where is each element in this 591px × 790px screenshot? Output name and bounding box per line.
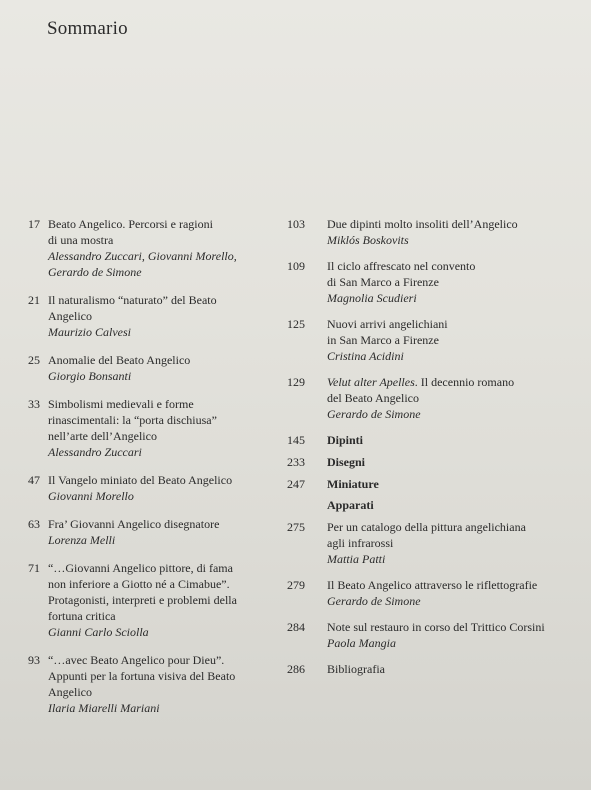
toc-entry-title-line <box>327 332 571 348</box>
toc-page-number: 109 <box>287 259 305 273</box>
toc-entry-body <box>48 516 277 548</box>
toc-entry-title-line <box>48 352 277 368</box>
toc-entry-author: Alessandro Zuccari <box>48 445 142 459</box>
toc-entry-title-line <box>327 619 571 635</box>
toc-entry <box>12 292 277 340</box>
toc-entry <box>12 352 277 384</box>
toc-entry-title-text: di San Marco a Firenze <box>327 275 439 289</box>
toc-entry <box>12 216 277 280</box>
toc-entry-title-text: Appunti per la fortuna visiva del Beato <box>48 669 236 683</box>
toc-entry-title-text: Note sul restauro in corso del Trittico Corsini <box>327 620 545 634</box>
toc-entry-title-text: Anomalie del Beato Angelico <box>48 353 191 367</box>
apparati-heading: Apparati <box>327 498 374 512</box>
toc-entry-author: Ilaria Miarelli Mariani <box>48 701 160 715</box>
toc-entry-title-text: Simbolismi medievali e forme <box>48 397 194 411</box>
toc-page-number: 129 <box>287 375 305 389</box>
toc-entry-body <box>48 352 277 384</box>
toc-page-number: 103 <box>287 217 305 231</box>
toc-page-number: 63 <box>28 517 40 531</box>
toc-page-number: 125 <box>287 317 305 331</box>
toc-entry-body <box>327 619 571 651</box>
toc-entry-title-text: Bibliografia <box>327 662 385 676</box>
toc-page-number: 286 <box>287 662 305 676</box>
toc-entry-title-text: non inferiore a Giotto né a Cimabue”. <box>48 577 230 591</box>
toc-entry-body <box>48 292 277 340</box>
toc-entry <box>281 216 571 248</box>
toc-entry-title-text: Beato Angelico. Percorsi e ragioni <box>48 217 213 231</box>
toc-page-number: 25 <box>28 353 40 367</box>
toc-section-label: Miniature <box>327 477 379 491</box>
toc-entry-author: Miklós Boskovits <box>327 233 409 247</box>
toc-entry-title-text: Due dipinti molto insoliti dell’Angelico <box>327 217 518 231</box>
toc-entry-title-line <box>48 396 277 412</box>
toc-page-number: 279 <box>287 578 305 592</box>
toc-entry-author: Maurizio Calvesi <box>48 325 131 339</box>
toc-entry-body <box>48 652 277 716</box>
toc-entry-title-text: fortuna critica <box>48 609 116 623</box>
toc-entry-title-text: Protagonisti, interpreti e problemi della <box>48 593 237 607</box>
toc-entry-title-line <box>48 652 277 668</box>
toc-entry-body <box>327 216 571 248</box>
toc-entry-title-text: Il Vangelo miniato del Beato Angelico <box>48 473 233 487</box>
toc-page-number: 17 <box>28 217 40 231</box>
toc-entry <box>281 519 571 567</box>
toc-entry-title-text: rinascimentali: la “porta dischiusa” <box>48 413 217 427</box>
toc-entry-author: Cristina Acidini <box>327 349 404 363</box>
toc-page-number: 47 <box>28 473 40 487</box>
toc-entry-title-text: in San Marco a Firenze <box>327 333 439 347</box>
toc-entry-title-text: Angelico <box>48 685 92 699</box>
toc-entry-title-text: “…avec Beato Angelico pour Dieu”. <box>48 653 225 667</box>
toc-page-number: 233 <box>287 455 305 469</box>
toc-entry-body <box>327 454 571 470</box>
toc-page-number: 284 <box>287 620 305 634</box>
toc-section-entry <box>281 432 571 448</box>
toc-entry <box>281 577 571 609</box>
toc-entry-title-line <box>48 308 277 324</box>
toc-entry-body <box>327 519 571 567</box>
toc-entry-title-text: agli infrarossi <box>327 536 394 550</box>
toc-entry-author: Alessandro Zuccari, Giovanni Morello, <box>48 249 237 263</box>
toc-section-entry <box>281 454 571 470</box>
toc-section-label: Disegni <box>327 455 366 469</box>
toc-entry-title-line <box>48 516 277 532</box>
toc-entry-title-text: Per un catalogo della pittura angelichiana <box>327 520 526 534</box>
toc-entry-author: Gerardo de Simone <box>327 407 421 421</box>
toc-page-number: 21 <box>28 293 40 307</box>
toc-entry-author: Gerardo de Simone <box>327 594 421 608</box>
toc-entry-title-italic: Velut alter Apelles <box>327 375 415 389</box>
toc-entry-title-line <box>327 374 571 390</box>
toc-entry <box>12 396 277 460</box>
toc-entry-title-line <box>48 232 277 248</box>
toc-entry <box>281 619 571 651</box>
toc-entry-author: Giorgio Bonsanti <box>48 369 132 383</box>
toc-entry <box>12 472 277 504</box>
toc-entry-author: Giovanni Morello <box>48 489 134 503</box>
toc-entry-body <box>327 374 571 422</box>
toc-entry-title-line <box>327 535 571 551</box>
toc-entry-title-line <box>327 316 571 332</box>
toc-entry-author: Gianni Carlo Sciolla <box>48 625 149 639</box>
toc-entry-body <box>48 396 277 460</box>
toc-entry-title-line <box>48 668 277 684</box>
toc-entry-body <box>327 476 571 492</box>
toc-section-entry <box>281 476 571 492</box>
toc-entry <box>281 374 571 422</box>
toc-entry-title-text: Il Beato Angelico attraverso le riflettografie <box>327 578 538 592</box>
toc-entry-body <box>327 258 571 306</box>
toc-entry <box>12 652 277 716</box>
toc-entry-title-text: “…Giovanni Angelico pittore, di fama <box>48 561 233 575</box>
toc-section-label: Dipinti <box>327 433 364 447</box>
toc-entry <box>12 516 277 548</box>
toc-entry <box>281 316 571 364</box>
page-title: Sommario <box>47 18 128 39</box>
toc-entry-title-line <box>327 661 571 677</box>
toc-entry-title-line <box>48 472 277 488</box>
toc-entry-title-line <box>48 292 277 308</box>
toc-entry-title-line <box>327 216 571 232</box>
toc-entry <box>12 560 277 640</box>
toc-entry-body <box>327 316 571 364</box>
toc-entry-author: Magnolia Scudieri <box>327 291 417 305</box>
toc-entry-title-line <box>327 519 571 535</box>
toc-entry-title-line <box>48 592 277 608</box>
toc-entry-author: Paola Mangia <box>327 636 396 650</box>
toc-entry-title-text: Il ciclo affrescato nel convento <box>327 259 476 273</box>
toc-entry-body <box>327 661 571 677</box>
toc-entry <box>281 661 571 677</box>
toc-entry-author: Lorenza Melli <box>48 533 116 547</box>
toc-entry-author: Gerardo de Simone <box>48 265 142 279</box>
toc-entry-author: Mattia Patti <box>327 552 386 566</box>
toc-entry-title-text: nell’arte dell’Angelico <box>48 429 157 443</box>
toc-entry-title-text: Angelico <box>48 309 92 323</box>
toc-entry-title-text: di una mostra <box>48 233 114 247</box>
toc-entry-title-text: Fra’ Giovanni Angelico disegnatore <box>48 517 220 531</box>
toc-entry-title-text: Nuovi arrivi angelichiani <box>327 317 448 331</box>
toc-page-number: 275 <box>287 520 305 534</box>
toc-entry-title-text: del Beato Angelico <box>327 391 419 405</box>
toc-entry-body <box>327 432 571 448</box>
toc-entry <box>281 258 571 306</box>
toc-entry-body <box>48 472 277 504</box>
toc-entry-title-line <box>48 412 277 428</box>
toc-page-number: 247 <box>287 477 305 491</box>
toc-entry-title-text: . Il decennio romano <box>414 375 515 389</box>
toc-entry-body <box>48 560 277 640</box>
toc-entry-title-line <box>327 274 571 290</box>
toc-page-number: 33 <box>28 397 40 411</box>
toc-entry-title-line <box>327 258 571 274</box>
toc-page-number: 145 <box>287 433 305 447</box>
toc-entry-title-line <box>48 684 277 700</box>
toc-right-column <box>281 216 571 687</box>
toc-page-number: 93 <box>28 653 40 667</box>
toc-page-number: 71 <box>28 561 40 575</box>
toc-entry-title-text: Il naturalismo “naturato” del Beato <box>48 293 217 307</box>
toc-entry-title-line <box>48 608 277 624</box>
toc-entry-body <box>327 577 571 609</box>
toc-entry-title-line <box>327 390 571 406</box>
toc-entry-title-line <box>48 216 277 232</box>
toc-entry-title-line <box>327 577 571 593</box>
toc-left-column <box>12 216 277 728</box>
toc-entry-title-line <box>48 428 277 444</box>
toc-entry-title-line <box>48 576 277 592</box>
toc-entry-body <box>48 216 277 280</box>
toc-entry-title-line <box>48 560 277 576</box>
